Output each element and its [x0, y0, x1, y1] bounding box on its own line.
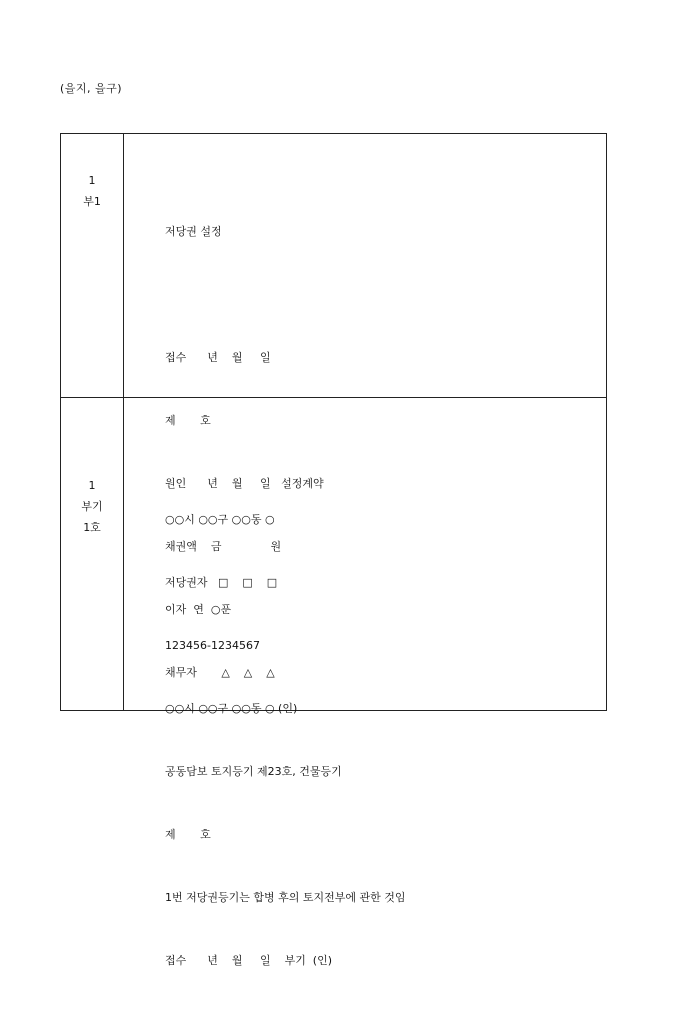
row1-line: 접수 년 월 일 [165, 351, 271, 364]
row-divider [61, 397, 606, 398]
row2-line: 접수 년 월 일 부기 (인) [165, 954, 333, 967]
row2-number-line: 부기 [81, 500, 103, 513]
row1-line: 채무자 △ △ △ [165, 666, 275, 679]
row1-title: 저당권 설정 [165, 225, 222, 238]
register-table [60, 133, 607, 967]
row1-line: 이자 연 ○푼 [165, 603, 232, 616]
page-heading: (을지, 을구) [60, 82, 123, 95]
row2-number-line: 1 [88, 479, 96, 492]
row2-content [165, 467, 406, 1013]
row1-line: 채권액 금 원 [165, 540, 282, 553]
row1-number-line: 1 [88, 174, 96, 187]
row2-number [61, 477, 123, 540]
row2-line: 공동담보 토지등기 제23호, 건물등기 [165, 765, 342, 778]
column-divider [123, 134, 124, 710]
row1-spacer [165, 284, 324, 305]
row2-line: 123456-1234567 [165, 639, 260, 652]
row1-number-line: 부1 [83, 195, 101, 208]
row1-number [61, 172, 123, 214]
row2-line: 저당권자 □ □ □ [165, 576, 278, 589]
row2-line: ○○시 ○○구 ○○동 ○ [165, 513, 275, 526]
row2-line: ○○시 ○○구 ○○동 ○ (인) [165, 702, 298, 715]
row2-line: 제 호 [165, 828, 211, 841]
row2-number-line: 1호 [83, 521, 101, 534]
row1-line: 원인 년 월 일 설정계약 [165, 477, 324, 490]
row1-line: 제 호 [165, 414, 211, 427]
row2-line: 1번 저당권등기는 합병 후의 토지전부에 관한 것임 [165, 891, 406, 904]
